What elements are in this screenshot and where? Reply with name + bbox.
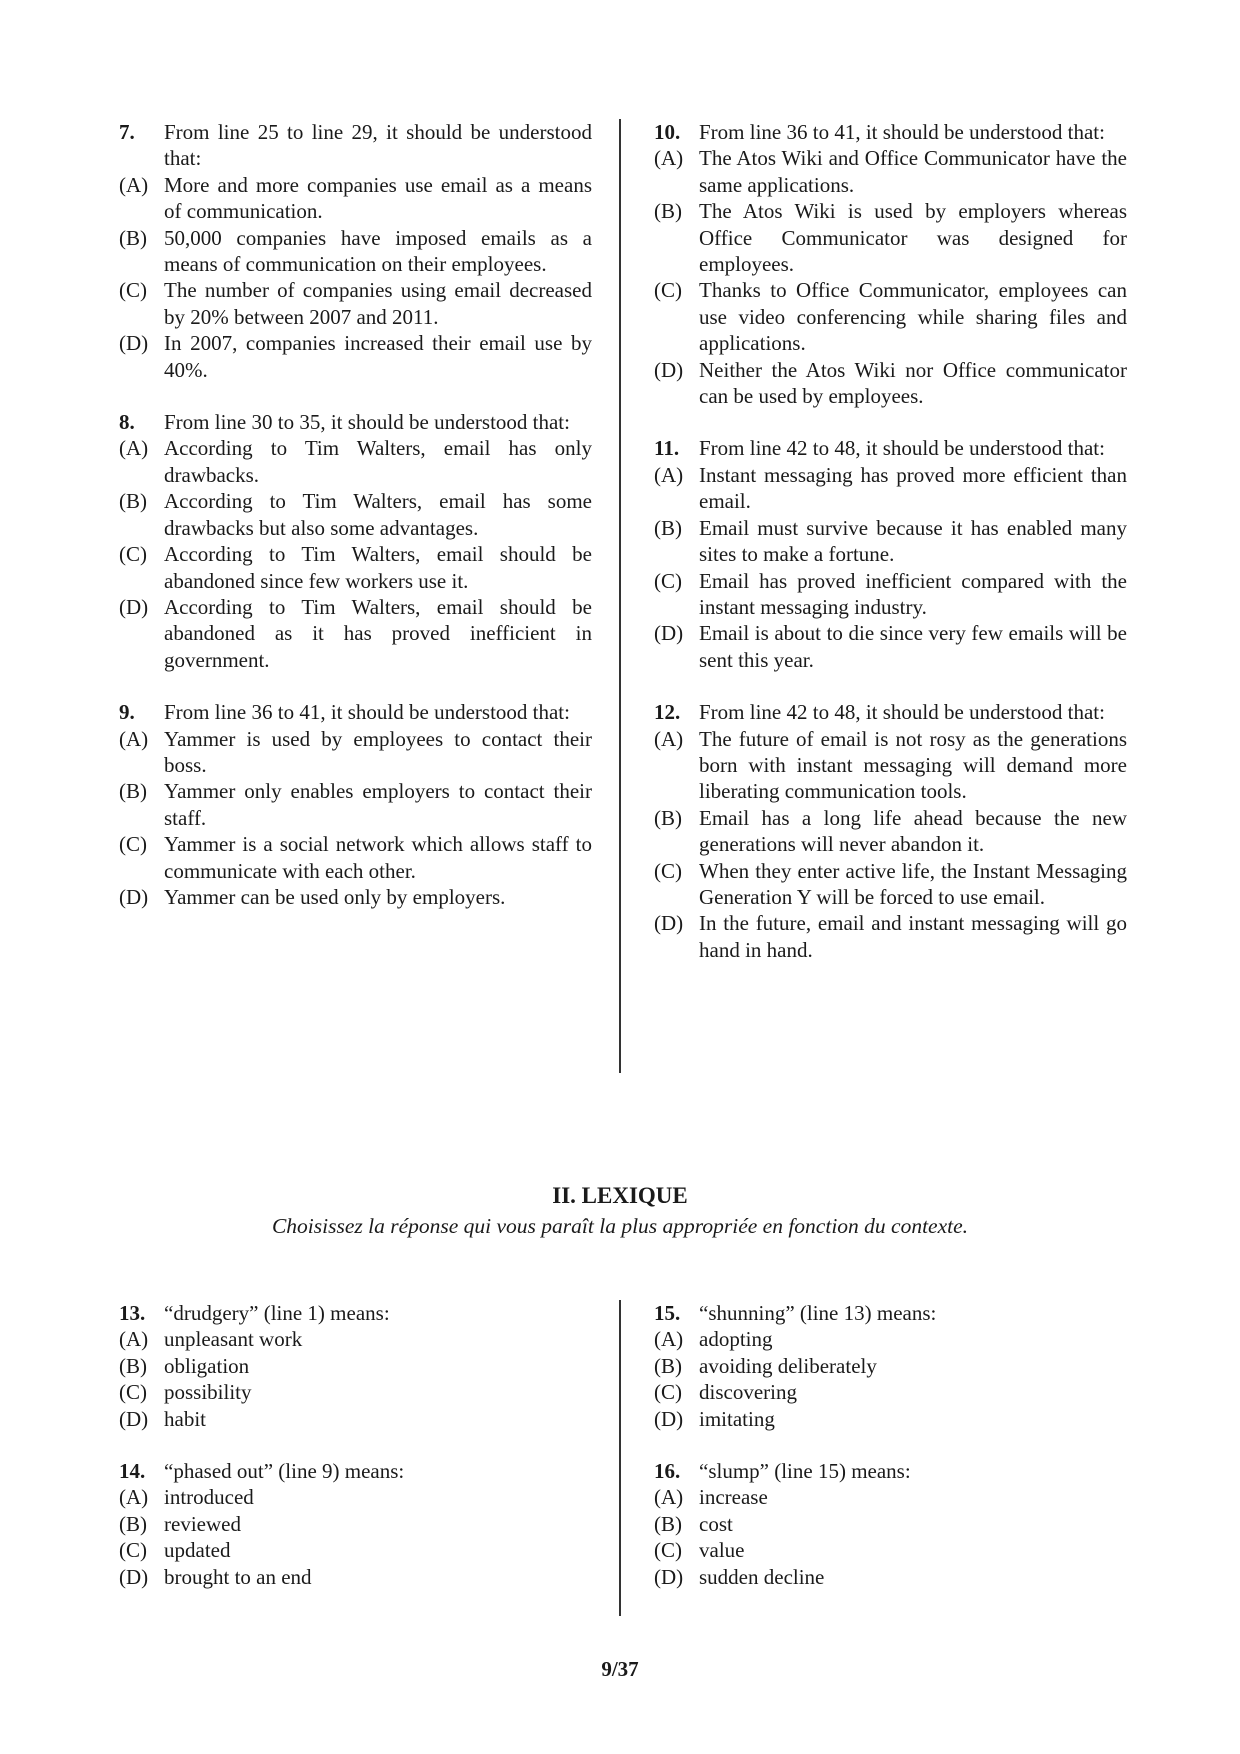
answer-option (119, 1511, 592, 1537)
option-text: Yammer can be used only by employers. (164, 884, 506, 909)
question-stem (654, 119, 1127, 145)
answer-option (654, 858, 1127, 911)
answer-option (654, 145, 1127, 198)
option-text: More and more companies use email as a means of communication. (164, 172, 592, 224)
page-number: 9/37 (601, 1657, 639, 1681)
answer-option (119, 594, 592, 673)
answer-option (119, 488, 592, 541)
option-letter: (C) (654, 278, 682, 303)
option-letter: (A) (654, 1485, 684, 1510)
answer-option (119, 277, 592, 330)
answer-option (654, 1353, 1127, 1379)
question-stem (654, 1458, 1127, 1484)
question-text: From line 36 to 41, it should be understood that: (164, 700, 570, 725)
question-stem (654, 1300, 1127, 1326)
option-text: Email has proved inefficient compared with the instant messaging industry. (699, 568, 1127, 619)
lexique-left-column (119, 1300, 592, 1616)
question-number: 9. (119, 700, 135, 725)
option-text: Yammer only enables employers to contact their staff. (164, 779, 592, 830)
option-letter: (B) (654, 805, 682, 830)
question-text: From line 42 to 48, it should be understood that: (699, 700, 1105, 725)
question-text: From line 25 to line 29, it should be understood that: (164, 120, 592, 171)
option-text: Email has a long life ahead because the new generations will never abandon it. (699, 805, 1127, 857)
option-letter: (A) (119, 436, 149, 461)
option-letter: (C) (119, 1380, 147, 1405)
answer-option (119, 1326, 592, 1352)
answer-option (654, 277, 1127, 356)
option-letter: (B) (654, 1511, 682, 1536)
answer-option (119, 172, 592, 225)
option-letter: (D) (654, 911, 684, 936)
answer-option (654, 1537, 1127, 1563)
option-text: According to Tim Walters, email has some drawbacks but also some advantages. (164, 489, 592, 540)
questions-left-column (119, 119, 592, 936)
answer-option (654, 568, 1127, 621)
option-text: sudden decline (699, 1564, 825, 1589)
option-text: updated (164, 1538, 231, 1563)
question-number: 10. (654, 120, 681, 144)
option-letter: (A) (119, 172, 149, 197)
answer-option (654, 357, 1127, 410)
question-item (119, 409, 592, 673)
answer-option (119, 1537, 592, 1563)
option-text: possibility (164, 1380, 252, 1405)
question-number: 16. (654, 1459, 681, 1484)
question-number: 11. (654, 436, 680, 461)
answer-option (654, 1379, 1127, 1405)
option-letter: (B) (119, 1353, 147, 1378)
option-letter: (C) (119, 832, 147, 857)
question-item (119, 1458, 592, 1590)
answer-option (119, 1406, 592, 1432)
answer-option (654, 462, 1127, 515)
answer-option (654, 1406, 1127, 1432)
question-number: 14. (119, 1459, 146, 1484)
option-letter: (D) (654, 357, 684, 382)
option-text: Instant messaging has proved more efficient than email. (699, 462, 1127, 514)
option-text: In 2007, companies increased their email use by 40%. (164, 331, 592, 382)
question-item (654, 119, 1127, 409)
answer-option (654, 1564, 1127, 1590)
question-number: 7. (119, 120, 135, 144)
option-text: According to Tim Walters, email should be abandoned as it has proved inefficient in government. (164, 594, 592, 672)
option-letter: (C) (119, 1538, 147, 1563)
column-divider (619, 1300, 621, 1616)
option-letter: (C) (654, 1538, 682, 1563)
answer-option (119, 1379, 592, 1405)
option-letter: (B) (119, 779, 147, 804)
option-text: According to Tim Walters, email should be abandoned since few workers use it. (164, 542, 592, 593)
questions-right-column (654, 119, 1127, 989)
question-number: 13. (119, 1301, 146, 1325)
answer-option (119, 330, 592, 383)
option-text: introduced (164, 1485, 254, 1510)
option-text: Email must survive because it has enabled many sites to make a fortune. (699, 515, 1127, 567)
answer-option (119, 778, 592, 831)
option-letter: (C) (119, 542, 147, 567)
answer-option (654, 198, 1127, 277)
option-letter: (B) (654, 1353, 682, 1378)
option-text: Yammer is a social network which allows staff to communicate with each other. (164, 832, 592, 883)
section-instruction: Choisissez la réponse qui vous paraît la plus appropriée en fonction du contexte. (271, 1214, 969, 1238)
option-letter: (B) (119, 489, 147, 514)
question-text: From line 36 to 41, it should be understood that: (699, 120, 1105, 144)
option-text: 50,000 companies have imposed emails as a means of communication on their employees. (164, 225, 592, 277)
option-letter: (D) (119, 331, 149, 356)
answer-option (654, 1326, 1127, 1352)
option-letter: (D) (119, 1406, 149, 1431)
option-text: Email is about to die since very few emails will be sent this year. (699, 621, 1127, 672)
option-letter: (C) (654, 568, 682, 593)
question-item (654, 435, 1127, 673)
option-letter: (D) (654, 1406, 684, 1431)
answer-option (654, 805, 1127, 858)
question-number: 15. (654, 1301, 681, 1325)
question-text: From line 42 to 48, it should be understood that: (699, 436, 1105, 461)
option-text: The Atos Wiki is used by employers whereas Office Communicator was designed for employees. (699, 199, 1127, 277)
option-letter: (D) (119, 594, 149, 619)
option-letter: (D) (654, 621, 684, 646)
question-item (654, 699, 1127, 963)
option-text: increase (699, 1485, 768, 1510)
option-text: avoiding deliberately (699, 1353, 877, 1378)
question-stem (119, 1300, 592, 1326)
answer-option (119, 884, 592, 910)
option-text: reviewed (164, 1511, 241, 1536)
section-title: II. LEXIQUE (552, 1183, 688, 1208)
option-text: The number of companies using email decreased by 20% between 2007 and 2011. (164, 278, 592, 329)
option-text: Thanks to Office Communicator, employees can use video conferencing while sharing files and applications. (699, 278, 1127, 356)
option-letter: (B) (119, 1511, 147, 1536)
answer-option (119, 541, 592, 594)
answer-option (119, 831, 592, 884)
answer-option (119, 435, 592, 488)
option-text: habit (164, 1406, 206, 1431)
answer-option (119, 1484, 592, 1510)
column-divider (619, 119, 621, 1073)
lexique-right-column (654, 1300, 1127, 1616)
option-text: imitating (699, 1406, 775, 1431)
answer-option (654, 1484, 1127, 1510)
question-item (119, 1300, 592, 1432)
option-letter: (D) (119, 884, 149, 909)
question-stem (119, 699, 592, 725)
answer-option (654, 515, 1127, 568)
option-text: Neither the Atos Wiki nor Office communicator can be used by employees. (699, 357, 1127, 409)
question-stem (119, 1458, 592, 1484)
question-item (654, 1300, 1127, 1432)
option-text: In the future, email and instant messaging will go hand in hand. (699, 911, 1127, 962)
question-text: “drudgery” (line 1) means: (164, 1301, 390, 1325)
option-letter: (A) (654, 726, 684, 751)
question-stem (654, 699, 1127, 725)
question-item (119, 119, 592, 383)
option-text: value (699, 1538, 745, 1563)
question-text: “slump” (line 15) means: (699, 1459, 911, 1484)
option-text: cost (699, 1511, 733, 1536)
option-letter: (D) (654, 1564, 684, 1589)
option-text: discovering (699, 1380, 797, 1405)
option-text: unpleasant work (164, 1327, 303, 1352)
question-stem (119, 119, 592, 172)
question-stem (654, 435, 1127, 461)
option-letter: (A) (654, 146, 684, 171)
option-letter: (C) (654, 858, 682, 883)
option-text: brought to an end (164, 1564, 312, 1589)
option-letter: (C) (654, 1380, 682, 1405)
question-text: From line 30 to 35, it should be understood that: (164, 410, 570, 435)
option-letter: (C) (119, 278, 147, 303)
answer-option (119, 1353, 592, 1379)
answer-option (654, 910, 1127, 963)
option-letter: (A) (119, 1485, 149, 1510)
question-stem (119, 409, 592, 435)
answer-option (654, 620, 1127, 673)
option-letter: (B) (654, 515, 682, 540)
option-text: Yammer is used by employees to contact their boss. (164, 726, 592, 777)
option-text: The future of email is not rosy as the generations born with instant messaging will demand more liberating communication tools. (699, 726, 1127, 804)
answer-option (119, 225, 592, 278)
option-text: obligation (164, 1353, 250, 1378)
question-item (654, 1458, 1127, 1590)
option-letter: (A) (654, 1327, 684, 1352)
question-text: “shunning” (line 13) means: (699, 1301, 937, 1325)
answer-option (119, 726, 592, 779)
option-text: When they enter active life, the Instant Messaging Generation Y will be forced to use email. (699, 858, 1127, 909)
question-number: 8. (119, 410, 135, 435)
option-letter: (B) (654, 199, 682, 224)
option-letter: (D) (119, 1564, 149, 1589)
option-text: adopting (699, 1327, 773, 1352)
option-letter: (A) (119, 726, 149, 751)
option-text: The Atos Wiki and Office Communicator have the same applications. (699, 146, 1127, 197)
option-letter: (A) (654, 462, 684, 487)
question-number: 12. (654, 700, 681, 725)
answer-option (654, 1511, 1127, 1537)
question-item (119, 699, 592, 910)
question-text: “phased out” (line 9) means: (164, 1459, 405, 1484)
option-letter: (A) (119, 1327, 149, 1352)
answer-option (119, 1564, 592, 1590)
answer-option (654, 726, 1127, 805)
option-letter: (B) (119, 225, 147, 250)
option-text: According to Tim Walters, email has only drawbacks. (164, 436, 592, 487)
